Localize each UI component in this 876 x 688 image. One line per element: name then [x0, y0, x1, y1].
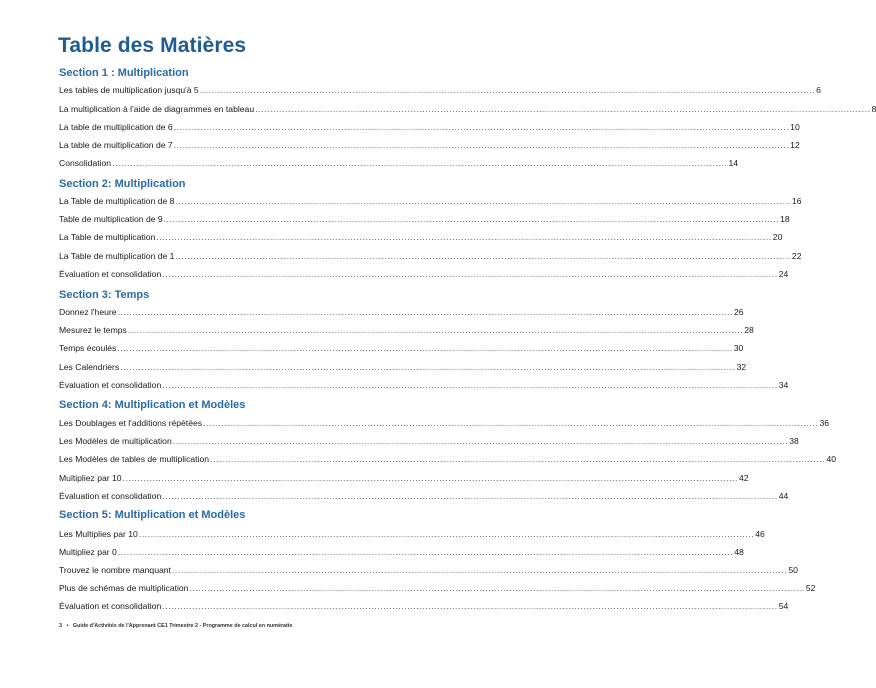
- toc-entry-label: Multipliez par 0: [59, 547, 117, 557]
- toc-page-number: 50: [788, 565, 798, 575]
- toc-page-number: 18: [780, 214, 790, 224]
- toc-page-number: 30: [733, 343, 744, 353]
- toc-entry[interactable]: [59, 213, 790, 225]
- dot-leader: ..............................................................................................................................................................................................................: [162, 380, 778, 390]
- toc-entry[interactable]: [59, 157, 739, 169]
- toc-page-number: 28: [744, 325, 754, 335]
- toc-entry-label: Temps écoulés: [59, 343, 117, 353]
- toc-entry[interactable]: [59, 379, 789, 391]
- dot-leader: ..............................................................................................................................................................................................................: [173, 122, 790, 132]
- section-heading-5: Section 5: Multiplication et Modèles: [59, 509, 246, 521]
- toc-entry-label: Les Modèles de multiplication: [59, 436, 172, 446]
- toc-page-number: 40: [826, 454, 837, 464]
- toc-entry[interactable]: [59, 139, 800, 151]
- toc-entry[interactable]: [59, 435, 799, 447]
- dot-leader: ..............................................................................................................................................................................................................: [173, 140, 790, 150]
- page-footer: [59, 623, 295, 629]
- toc-entry-label: Table de multiplication de 9: [59, 214, 163, 224]
- dot-leader: ..............................................................................................................................................................................................................: [138, 529, 755, 539]
- toc-entry-label: Évaluation et consolidation: [59, 269, 162, 279]
- section-heading-2: Section 2: Multiplication: [59, 178, 186, 190]
- footer-page-number: 3: [59, 623, 62, 629]
- dot-leader: ..............................................................................................................................................................................................................: [162, 269, 778, 279]
- toc-entry-label: Mesurez le temps: [59, 325, 127, 335]
- toc-entry-label: Évaluation et consolidation: [59, 380, 162, 390]
- dot-leader: ..............................................................................................................................................................................................................: [171, 565, 788, 575]
- toc-page-number: 16: [791, 196, 802, 206]
- toc-entry[interactable]: [59, 546, 744, 558]
- toc-entry-label: Donnez l'heure: [59, 307, 117, 317]
- toc-entry[interactable]: [59, 231, 783, 243]
- dot-leader: ..............................................................................................................................................................................................................: [163, 214, 780, 224]
- toc-entry[interactable]: [59, 600, 789, 612]
- toc-page-number: 48: [734, 547, 744, 557]
- toc-entry[interactable]: [59, 472, 749, 484]
- toc-entry-label: Évaluation et consolidation: [59, 601, 162, 611]
- dot-leader: ..............................................................................................................................................................................................................: [117, 307, 733, 317]
- toc-entry-label: Multipliez par 10: [59, 473, 122, 483]
- dot-leader: ..............................................................................................................................................................................................................: [189, 583, 805, 593]
- toc-page-number: 54: [778, 601, 789, 611]
- section-heading-4: Section 4: Multiplication et Modèles: [59, 399, 246, 411]
- toc-entry[interactable]: [59, 121, 800, 133]
- toc-entry-label: La multiplication à l'aide de diagrammes en tableau: [59, 104, 255, 114]
- toc-entry-label: Les Calendriers: [59, 362, 120, 372]
- toc-entry[interactable]: [59, 528, 765, 540]
- dot-leader: ..............................................................................................................................................................................................................: [156, 232, 772, 242]
- toc-entry-label: Plus de schémas de multiplication: [59, 583, 189, 593]
- toc-page-number: 6: [816, 85, 821, 95]
- toc-page-number: 12: [790, 140, 800, 150]
- dot-leader: ..............................................................................................................................................................................................................: [122, 473, 739, 483]
- dot-leader: ..............................................................................................................................................................................................................: [199, 85, 816, 95]
- dot-leader: ..............................................................................................................................................................................................................: [175, 251, 791, 261]
- toc-entry[interactable]: [59, 84, 821, 96]
- section-heading-3: Section 3: Temps: [59, 289, 150, 301]
- toc-page-number: 34: [778, 380, 789, 390]
- dot-leader: ..............................................................................................................................................................................................................: [117, 343, 733, 353]
- dot-leader: ..............................................................................................................................................................................................................: [162, 491, 778, 501]
- dot-leader: ..............................................................................................................................................................................................................: [112, 158, 728, 168]
- toc-page-number: 44: [778, 491, 789, 501]
- toc-page-number: 14: [728, 158, 739, 168]
- toc-page-number: 24: [778, 269, 789, 279]
- toc-page-number: 20: [772, 232, 783, 242]
- toc-page-number: 38: [789, 436, 799, 446]
- toc-page-number: 42: [739, 473, 749, 483]
- toc-page-number: 8: [871, 104, 876, 114]
- dot-leader: ..............................................................................................................................................................................................................: [120, 362, 736, 372]
- toc-entry[interactable]: [59, 453, 837, 465]
- dot-leader: ..............................................................................................................................................................................................................: [203, 418, 819, 428]
- toc-entry[interactable]: [59, 306, 744, 318]
- toc-entry-label: Les Modèles de tables de multiplication: [59, 454, 210, 464]
- toc-entry-label: La Table de multiplication de 1: [59, 251, 175, 261]
- dot-leader: ..............................................................................................................................................................................................................: [175, 196, 791, 206]
- toc-page-number: 46: [755, 529, 765, 539]
- toc-entry[interactable]: [59, 103, 876, 115]
- toc-entry-label: Les Doublages et l'additions répétées: [59, 418, 203, 428]
- toc-entry-label: La Table de multiplication de 8: [59, 196, 175, 206]
- toc-page-number: 32: [736, 362, 747, 372]
- section-heading-1: Section 1 : Multiplication: [59, 67, 189, 79]
- toc-entry-label: La Table de multiplication: [59, 232, 156, 242]
- toc-entry[interactable]: [59, 582, 816, 594]
- dot-leader: ..............................................................................................................................................................................................................: [162, 601, 778, 611]
- dot-leader: ..............................................................................................................................................................................................................: [172, 436, 789, 446]
- toc-entry-label: Évaluation et consolidation: [59, 491, 162, 501]
- dot-leader: ..............................................................................................................................................................................................................: [127, 325, 744, 335]
- toc-entry[interactable]: [59, 361, 747, 373]
- toc-entry[interactable]: [59, 490, 789, 502]
- toc-page-number: 22: [791, 251, 802, 261]
- footer-text: Guide d'Activités de l'Apprenant CE1 Trimestre 2 - Programme de calcul en numératie: [72, 623, 293, 629]
- dot-leader: ..............................................................................................................................................................................................................: [117, 547, 734, 557]
- toc-entry-label: La table de multiplication de 6: [59, 122, 173, 132]
- toc-entry[interactable]: [59, 564, 798, 576]
- dot-leader: ..............................................................................................................................................................................................................: [210, 454, 826, 464]
- toc-entry-label: Consolidation: [59, 158, 112, 168]
- toc-entry[interactable]: [59, 268, 789, 280]
- dot-leader: ..............................................................................................................................................................................................................: [255, 104, 871, 114]
- toc-page-number: 10: [790, 122, 800, 132]
- toc-entry-label: Les Multiplies par 10: [59, 529, 138, 539]
- toc-entry[interactable]: [59, 417, 830, 429]
- footer-bullet: •: [66, 623, 69, 629]
- toc-page-number: 26: [734, 307, 744, 317]
- toc-entry[interactable]: [59, 342, 744, 354]
- toc-page-number: 52: [805, 583, 816, 593]
- toc-entry-label: La table de multiplication de 7: [59, 140, 173, 150]
- toc-entry-label: Trouvez le nombre manquant: [59, 565, 171, 575]
- toc-page-number: 36: [819, 418, 830, 428]
- page-title: Table des Matières: [58, 34, 247, 57]
- toc-entry-label: Les tables de multiplication jusqu'à 5: [59, 85, 199, 95]
- toc-entry[interactable]: [59, 195, 802, 207]
- toc-entry[interactable]: [59, 324, 754, 336]
- toc-entry[interactable]: [59, 250, 802, 262]
